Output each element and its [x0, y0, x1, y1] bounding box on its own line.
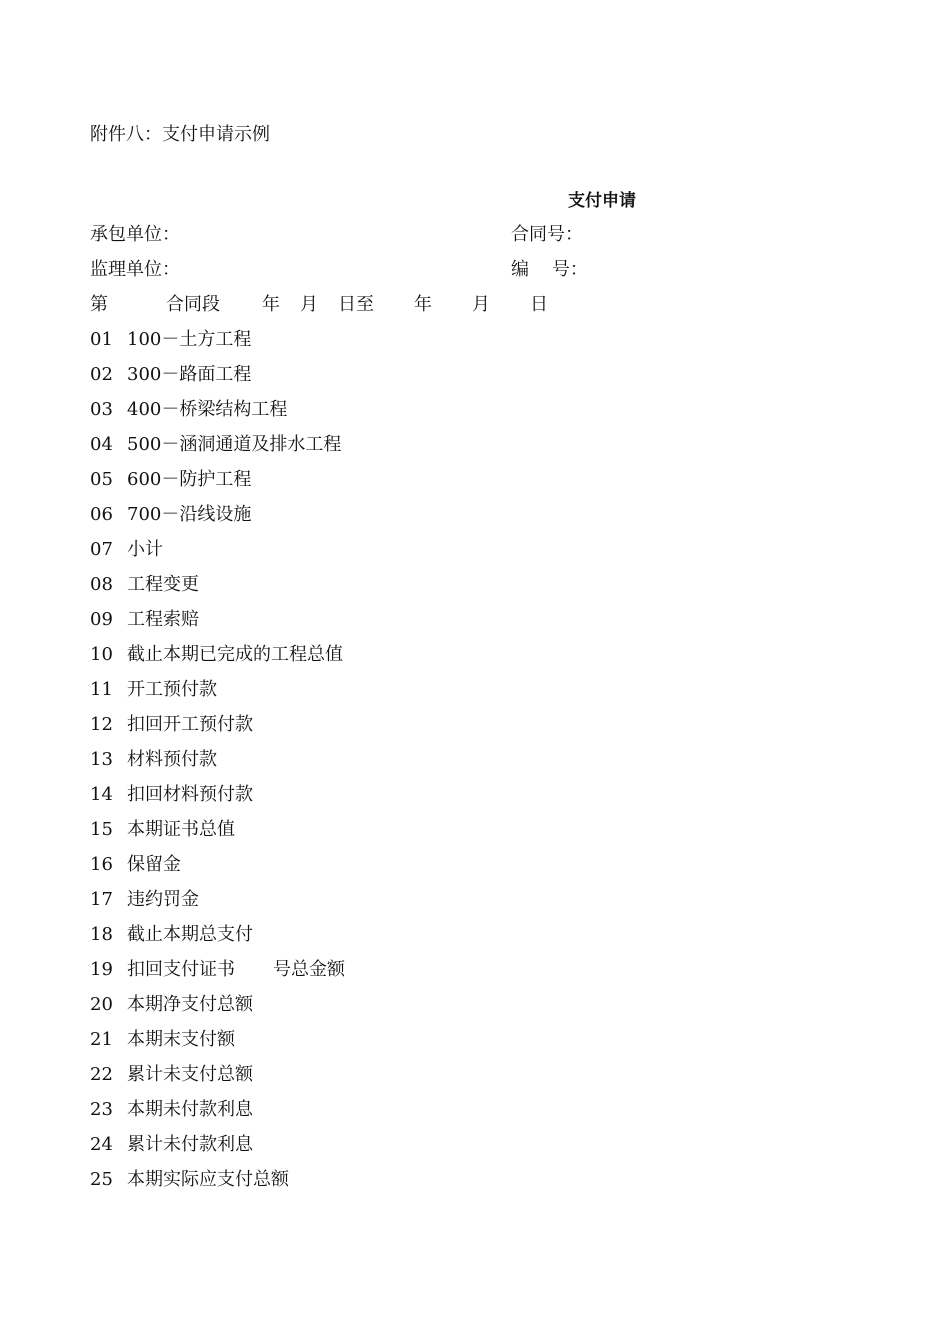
item-label: 材料预付款	[127, 749, 217, 770]
payment-item-row	[90, 468, 345, 503]
item-label: 500－涵洞通道及排水工程	[127, 434, 342, 455]
item-number: 24	[90, 1134, 113, 1155]
item-number: 16	[90, 854, 113, 875]
item-label: 700－沿线设施	[127, 504, 252, 525]
item-label: 本期末支付额	[127, 1029, 235, 1050]
payment-item-row	[90, 853, 345, 888]
payment-item-row	[90, 573, 345, 608]
serial-no-label: 编 号：	[511, 259, 588, 280]
payment-item-row	[90, 433, 345, 468]
item-label: 600－防护工程	[127, 469, 252, 490]
payment-item-row	[90, 888, 345, 923]
period-day-end: 日	[530, 294, 548, 315]
payment-item-row	[90, 1063, 345, 1098]
item-label: 本期证书总值	[127, 819, 235, 840]
item-number: 09	[90, 609, 113, 630]
item-label: 400－桥梁结构工程	[127, 399, 288, 420]
item-number: 20	[90, 994, 113, 1015]
item-label: 本期未付款利息	[127, 1099, 253, 1120]
period-year-start: 年	[262, 294, 280, 315]
payment-item-row	[90, 538, 345, 573]
item-number: 23	[90, 1099, 113, 1120]
payment-item-row	[90, 1168, 345, 1203]
period-month-end: 月	[472, 294, 490, 315]
item-number: 10	[90, 644, 113, 665]
item-label: 扣回开工预付款	[127, 714, 253, 735]
item-number: 03	[90, 399, 113, 420]
period-prefix: 第	[90, 294, 108, 315]
item-number: 21	[90, 1029, 113, 1050]
payment-item-row	[90, 713, 345, 748]
payment-item-row	[90, 643, 345, 678]
item-number: 11	[90, 679, 113, 700]
payment-item-row	[90, 363, 345, 398]
attachment-title: 附件八：支付申请示例	[90, 124, 270, 145]
item-number: 02	[90, 364, 113, 385]
item-number: 17	[90, 889, 113, 910]
item-label: 截止本期总支付	[127, 924, 253, 945]
item-number: 19	[90, 959, 113, 980]
item-label: 开工预付款	[127, 679, 217, 700]
item-label: 100－土方工程	[127, 329, 252, 350]
item-label: 违约罚金	[127, 889, 199, 910]
payment-item-row	[90, 783, 345, 818]
item-label: 扣回支付证书	[127, 959, 235, 980]
contract-no-label: 合同号：	[511, 224, 583, 245]
payment-item-row	[90, 1028, 345, 1063]
item-label-suffix: 号总金额	[273, 959, 345, 980]
item-label: 小计	[127, 539, 163, 560]
item-label: 300－路面工程	[127, 364, 252, 385]
document-title: 支付申请	[568, 191, 636, 211]
item-number: 08	[90, 574, 113, 595]
payment-item-row	[90, 1098, 345, 1133]
payment-item-row	[90, 328, 345, 363]
item-label: 本期净支付总额	[127, 994, 253, 1015]
item-label: 工程索赔	[127, 609, 199, 630]
item-number: 18	[90, 924, 113, 945]
payment-item-row	[90, 678, 345, 713]
item-number: 15	[90, 819, 113, 840]
item-label: 本期实际应支付总额	[127, 1169, 289, 1190]
payment-item-row	[90, 398, 345, 433]
item-label: 工程变更	[127, 574, 199, 595]
payment-item-row	[90, 818, 345, 853]
item-number: 06	[90, 504, 113, 525]
item-label: 扣回材料预付款	[127, 784, 253, 805]
item-number: 01	[90, 329, 113, 350]
item-label: 保留金	[127, 854, 181, 875]
period-day-to: 日至	[338, 294, 374, 315]
payment-item-row	[90, 748, 345, 783]
contractor-label: 承包单位：	[90, 224, 180, 245]
payment-item-row	[90, 503, 345, 538]
payment-item-row	[90, 923, 345, 958]
period-year-end: 年	[414, 294, 432, 315]
item-number: 22	[90, 1064, 113, 1085]
item-label: 累计未付款利息	[127, 1134, 253, 1155]
item-number: 04	[90, 434, 113, 455]
payment-item-row	[90, 1133, 345, 1168]
item-number: 25	[90, 1169, 113, 1190]
item-label: 累计未支付总额	[127, 1064, 253, 1085]
item-number: 13	[90, 749, 113, 770]
payment-item-row	[90, 993, 345, 1028]
payment-items-list	[90, 328, 345, 1203]
item-number: 05	[90, 469, 113, 490]
supervisor-label: 监理单位：	[90, 259, 180, 280]
period-segment: 合同段	[166, 294, 220, 315]
item-number: 14	[90, 784, 113, 805]
payment-item-row	[90, 608, 345, 643]
item-label: 截止本期已完成的工程总值	[127, 644, 343, 665]
period-month-start: 月	[300, 294, 318, 315]
item-number: 12	[90, 714, 113, 735]
payment-item-row	[90, 958, 345, 993]
item-number: 07	[90, 539, 113, 560]
